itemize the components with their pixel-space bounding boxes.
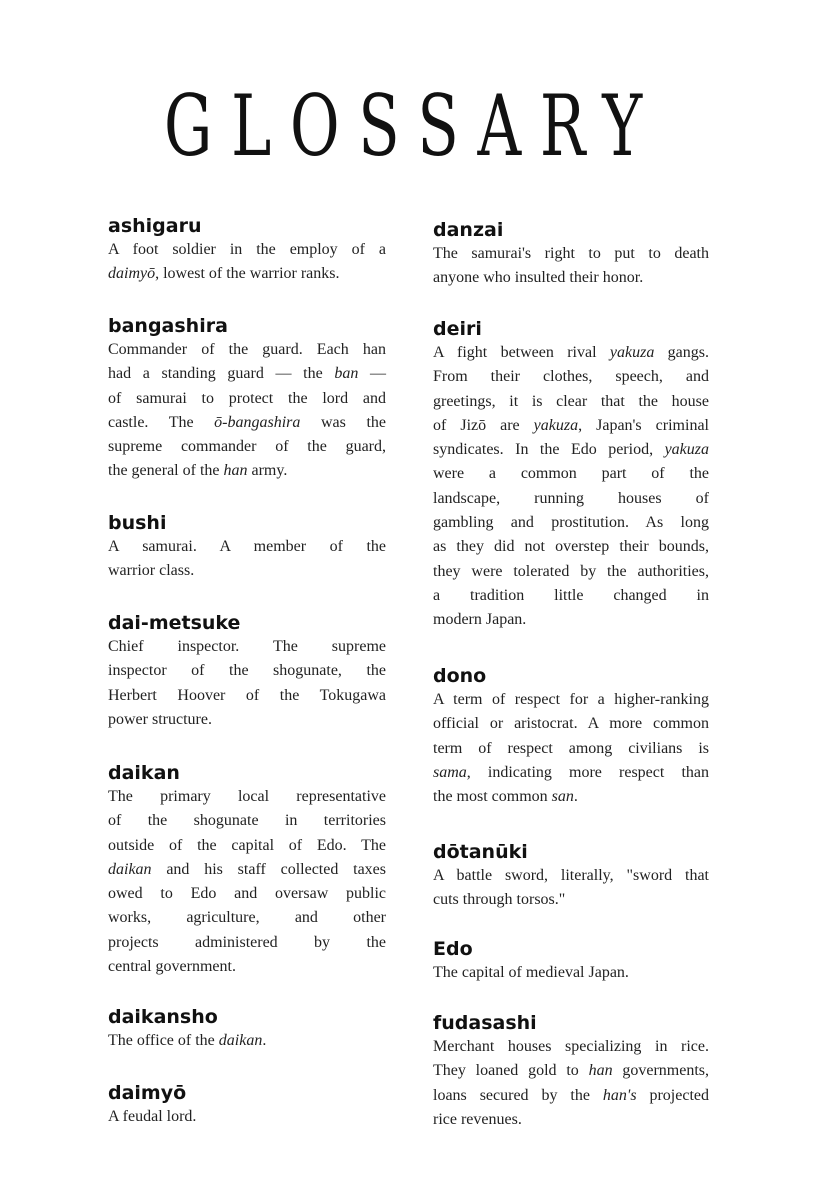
glossary-entry [108,611,386,732]
definition-line [108,708,386,732]
italic-term: han's [602,1086,637,1104]
definition-line [433,864,709,888]
definition-line [433,961,709,985]
glossary-definition [108,238,386,287]
text-run: Commander of the guard. Each han [108,341,386,358]
glossary-definition [108,338,386,484]
text-run: central government. [108,958,236,976]
definition-line [433,761,709,785]
text-run: castle. The [108,413,215,431]
glossary-term: dōtanūki [433,841,528,863]
glossary-term: dono [433,665,487,687]
text-run: loans secured by the [433,1086,603,1104]
glossary-definition [108,1029,386,1053]
definition-line [433,560,709,584]
text-run: syndicates. In the Edo period, [433,441,665,459]
text-run: — [358,365,386,383]
text-run: greetings, it is clear that the house [433,392,709,410]
text-run: governments, [612,1062,709,1080]
text-run: of samurai to protect the lord and [108,389,386,407]
glossary-term: danzai [433,219,504,241]
italic-term: yakuza [664,441,709,459]
glossary-term: daikan [108,762,180,784]
text-run: A feudal lord. [108,1108,197,1125]
text-run: A foot soldier in the employ of a [108,241,386,258]
glossary-entry [433,937,709,985]
text-run: army. [247,462,288,480]
italic-term: sama [433,763,467,781]
italic-term: ō-bangashira [214,413,301,431]
glossary-definition [108,635,386,732]
text-run: projected [636,1086,709,1104]
definition-line [433,785,709,809]
text-run: . [573,788,578,806]
definition-line [433,584,709,608]
glossary-definition [108,1105,386,1129]
glossary-definition [433,864,709,913]
definition-line [108,262,386,286]
text-run: cuts through torsos." [433,891,566,909]
definition-line [108,684,386,708]
definition-line [108,931,386,955]
text-run: Herbert Hoover of the Tokugawa [108,686,386,704]
definition-line [433,414,709,438]
glossary-entry [433,840,709,913]
text-run: , Japan's criminal [578,416,709,434]
text-run: rice revenues. [433,1110,522,1128]
text-run: A fight between rival [433,344,610,361]
italic-term: yakuza [533,416,579,434]
text-run: and his staff collected taxes [151,860,386,878]
definition-line [433,737,709,761]
definition-line [433,1084,709,1108]
definition-line [433,535,709,559]
definition-line [108,858,386,882]
definition-line [433,888,709,912]
definition-line [433,608,709,632]
definition-line [433,462,709,486]
definition-line [108,834,386,858]
definition-line [108,659,386,683]
definition-line [108,906,386,930]
text-run: A samurai. A member of the [108,538,386,555]
definition-line [433,712,709,736]
glossary-definition [433,242,709,291]
glossary-definition [433,688,709,809]
definition-line [433,341,709,365]
text-run: owed to Edo and oversaw public [108,885,386,903]
text-run: the most common [433,788,552,806]
text-run: projects administered by the [108,933,386,951]
definition-line [108,1029,386,1053]
glossary-term: daikansho [108,1006,218,1028]
text-run: supreme commander of the guard, [108,438,386,456]
italic-term: daimyō [108,265,156,283]
glossary-term: fudasashi [433,1012,537,1034]
glossary-term: dai-metsuke [108,612,241,634]
text-run: Merchant houses specializing in rice. [433,1038,709,1055]
text-run: , lowest of the warrior ranks. [155,265,340,283]
glossary-term: bangashira [108,315,228,337]
italic-term: daikan [218,1032,263,1049]
italic-term: ban [334,365,359,383]
text-run: works, agriculture, and other [108,909,386,927]
definition-line [108,785,386,809]
glossary-entry [108,1005,386,1053]
text-run: warrior class. [108,562,195,580]
glossary-definition [433,1035,709,1132]
glossary-entry [433,664,709,809]
text-run: Chief inspector. The supreme [108,638,386,655]
text-run: they were tolerated by the authorities, [433,562,709,580]
glossary-entry [108,214,386,287]
italic-term: han [223,462,248,480]
definition-line [433,365,709,389]
text-run: had a standing guard — the [108,365,335,383]
text-run: The office of the [108,1032,219,1049]
definition-line [433,487,709,511]
italic-term: san [551,788,574,806]
definition-line [433,266,709,290]
text-run: outside of the capital of Edo. The [108,836,386,854]
text-run: A battle sword, literally, "sword that [433,867,709,884]
definition-line [108,535,386,559]
page-title: GLOSSARY [164,77,661,175]
definition-line [433,242,709,266]
definition-line [108,459,386,483]
definition-line [433,511,709,535]
text-run: gangs. [654,344,709,361]
text-run: as they did not overstep their bounds, [433,538,709,556]
glossary-entry [433,317,709,633]
text-run: was the [300,413,386,431]
definition-line [108,411,386,435]
definition-line [108,635,386,659]
text-run: They loaned gold to [433,1062,589,1080]
glossary-term: deiri [433,318,482,340]
definition-line [108,809,386,833]
definition-line [108,1105,386,1129]
definition-line [433,1059,709,1083]
definition-line [108,387,386,411]
glossary-definition [108,785,386,979]
definition-line [108,435,386,459]
definition-line [433,688,709,712]
italic-term: yakuza [609,344,655,361]
text-run: official or aristocrat. A more common [433,715,709,733]
definition-line [108,882,386,906]
text-run: The samurai's right to put to death [433,245,709,262]
text-run: . [262,1032,267,1049]
text-run: anyone who insulted their honor. [433,269,644,287]
glossary-term: Edo [433,938,473,960]
glossary-term: bushi [108,512,167,534]
definition-line [108,238,386,262]
text-run: a tradition little changed in [433,586,709,604]
definition-line [433,390,709,414]
text-run: inspector of the shogunate, the [108,662,386,680]
italic-term: han [588,1062,613,1080]
text-run: were a common part of the [433,465,709,483]
text-run: modern Japan. [433,611,527,629]
text-run: A term of respect for a higher-ranking [433,691,709,708]
text-run: landscape, running houses of [433,489,709,507]
text-run: of the shogunate in territories [108,812,386,830]
text-run: , indicating more respect than [466,763,709,781]
glossary-entry [108,1081,386,1129]
text-run: The capital of medieval Japan. [433,964,629,981]
text-run: From their clothes, speech, and [433,368,709,386]
text-run: gambling and prostitution. As long [433,514,709,532]
definition-line [108,559,386,583]
glossary-term: daimyō [108,1082,187,1104]
definition-line [108,338,386,362]
text-run: the general of the [108,462,224,480]
glossary-entry [433,1011,709,1132]
definition-line [433,438,709,462]
text-run: The primary local representative [108,788,386,805]
definition-line [433,1108,709,1132]
glossary-entry [433,218,709,291]
glossary-entry [108,761,386,979]
text-run: of Jizō are [433,416,534,434]
glossary-term: ashigaru [108,215,202,237]
glossary-entry [108,511,386,584]
definition-line [108,362,386,386]
definition-line [108,955,386,979]
glossary-definition [108,535,386,584]
definition-line [433,1035,709,1059]
text-run: term of respect among civilians is [433,739,709,757]
text-run: power structure. [108,710,212,728]
italic-term: daikan [108,860,152,878]
glossary-entry [108,314,386,484]
glossary-definition [433,961,709,985]
glossary-definition [433,341,709,633]
